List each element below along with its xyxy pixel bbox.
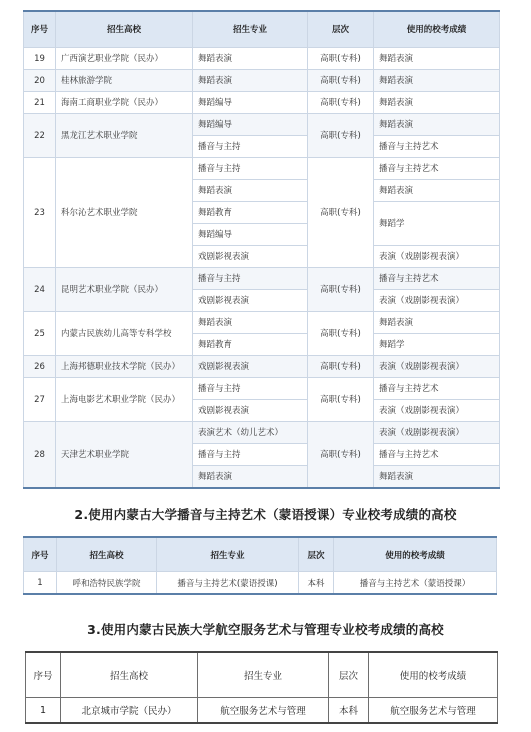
cell-no: 26 bbox=[24, 356, 56, 378]
cell-school: 黑龙江艺术职业学院 bbox=[56, 114, 193, 158]
cell-major: 播音与主持 bbox=[193, 444, 308, 466]
section-2-title: 2.使用内蒙古大学播音与主持艺术（蒙语授课）专业校考成绩的高校 bbox=[74, 507, 457, 522]
cell-score: 舞蹈学 bbox=[374, 202, 500, 246]
cell-major: 播音与主持 bbox=[193, 378, 308, 400]
table-row bbox=[24, 70, 500, 92]
cell-score: 舞蹈表演 bbox=[374, 114, 500, 136]
header-no: 序号 bbox=[24, 11, 56, 48]
cell-no: 23 bbox=[24, 158, 56, 268]
cell-score: 舞蹈表演 bbox=[374, 92, 500, 114]
table-row bbox=[24, 572, 497, 595]
cell-score: 播音与主持艺术 bbox=[374, 136, 500, 158]
cell-score: 舞蹈表演 bbox=[374, 70, 500, 92]
cell-major: 舞蹈教育 bbox=[193, 202, 308, 224]
cell-major: 播音与主持 bbox=[193, 158, 308, 180]
header-no: 序号 bbox=[24, 537, 57, 572]
cell-score: 表演（戏剧影视表演） bbox=[374, 290, 500, 312]
cell-score: 舞蹈表演 bbox=[374, 48, 500, 70]
cell-no: 27 bbox=[24, 378, 56, 422]
cell-score: 表演（戏剧影视表演） bbox=[374, 356, 500, 378]
table-row bbox=[24, 378, 500, 400]
cell-no: 28 bbox=[24, 422, 56, 489]
header-score: 使用的校考成绩 bbox=[369, 652, 498, 698]
cell-no: 25 bbox=[24, 312, 56, 356]
header-school: 招生高校 bbox=[57, 537, 157, 572]
cell-score: 表演（戏剧影视表演） bbox=[374, 400, 500, 422]
cell-major: 舞蹈表演 bbox=[193, 48, 308, 70]
cell-level: 本科 bbox=[329, 698, 369, 724]
cell-school: 科尔沁艺术职业学院 bbox=[56, 158, 193, 268]
header-school: 招生高校 bbox=[56, 11, 193, 48]
header-score: 使用的校考成绩 bbox=[374, 11, 500, 48]
cell-major: 舞蹈表演 bbox=[193, 466, 308, 489]
cell-major: 播音与主持艺术(蒙语授课) bbox=[157, 572, 299, 595]
cell-level: 高职(专科) bbox=[308, 312, 374, 356]
cell-school: 桂林旅游学院 bbox=[56, 70, 193, 92]
cell-major: 舞蹈教育 bbox=[193, 334, 308, 356]
cell-school: 海南工商职业学院（民办） bbox=[56, 92, 193, 114]
cell-no: 24 bbox=[24, 268, 56, 312]
cell-level: 本科 bbox=[299, 572, 334, 595]
cell-major: 舞蹈编导 bbox=[193, 224, 308, 246]
cell-level: 高职(专科) bbox=[308, 114, 374, 158]
header-level: 层次 bbox=[308, 11, 374, 48]
header-score: 使用的校考成绩 bbox=[334, 537, 497, 572]
cell-school: 昆明艺术职业学院（民办） bbox=[56, 268, 193, 312]
header-level: 层次 bbox=[299, 537, 334, 572]
table-row bbox=[24, 422, 500, 444]
cell-school: 北京城市学院（民办） bbox=[61, 698, 198, 724]
cell-score: 舞蹈表演 bbox=[374, 466, 500, 489]
cell-level: 高职(专科) bbox=[308, 378, 374, 422]
cell-major: 播音与主持 bbox=[193, 136, 308, 158]
table-row bbox=[24, 48, 500, 70]
cell-level: 高职(专科) bbox=[308, 92, 374, 114]
cell-no: 21 bbox=[24, 92, 56, 114]
cell-score: 舞蹈表演 bbox=[374, 312, 500, 334]
table-header-row bbox=[24, 11, 500, 48]
header-major: 招生专业 bbox=[198, 652, 329, 698]
cell-score: 播音与主持艺术 bbox=[374, 378, 500, 400]
cell-score: 表演（戏剧影视表演） bbox=[374, 422, 500, 444]
table-row bbox=[24, 92, 500, 114]
cell-school: 上海电影艺术职业学院（民办） bbox=[56, 378, 193, 422]
cell-school: 上海邦德职业技术学院（民办） bbox=[56, 356, 193, 378]
cell-score: 播音与主持艺术 bbox=[374, 268, 500, 290]
cell-no: 20 bbox=[24, 70, 56, 92]
cell-score: 航空服务艺术与管理 bbox=[369, 698, 498, 724]
table-row bbox=[24, 312, 500, 334]
cell-major: 舞蹈表演 bbox=[193, 70, 308, 92]
cell-no: 22 bbox=[24, 114, 56, 158]
cell-major: 戏剧影视表演 bbox=[193, 246, 308, 268]
cell-school: 天津艺术职业学院 bbox=[56, 422, 193, 489]
cell-major: 舞蹈表演 bbox=[193, 312, 308, 334]
cell-major: 戏剧影视表演 bbox=[193, 400, 308, 422]
header-major: 招生专业 bbox=[193, 11, 308, 48]
table-row bbox=[24, 158, 500, 180]
admissions-table-1 bbox=[23, 10, 500, 489]
cell-score: 播音与主持艺术 bbox=[374, 444, 500, 466]
cell-school: 呼和浩特民族学院 bbox=[57, 572, 157, 595]
header-no: 序号 bbox=[26, 652, 61, 698]
table-row bbox=[24, 356, 500, 378]
cell-no: 1 bbox=[24, 572, 57, 595]
cell-score: 舞蹈表演 bbox=[374, 180, 500, 202]
section-3-title: 3.使用内蒙古民族大学航空服务艺术与管理专业校考成绩的高校 bbox=[87, 622, 444, 637]
cell-no: 1 bbox=[26, 698, 61, 724]
cell-major: 舞蹈表演 bbox=[193, 180, 308, 202]
cell-score: 播音与主持艺术 bbox=[374, 158, 500, 180]
cell-level: 高职(专科) bbox=[308, 158, 374, 268]
table-row bbox=[24, 268, 500, 290]
table-header-row bbox=[26, 652, 498, 698]
cell-score: 舞蹈学 bbox=[374, 334, 500, 356]
header-level: 层次 bbox=[329, 652, 369, 698]
cell-score: 播音与主持艺术（蒙语授课） bbox=[334, 572, 497, 595]
table-row bbox=[26, 698, 498, 724]
cell-level: 高职(专科) bbox=[308, 268, 374, 312]
cell-level: 高职(专科) bbox=[308, 70, 374, 92]
cell-major: 表演艺术（幼儿艺术） bbox=[193, 422, 308, 444]
header-school: 招生高校 bbox=[61, 652, 198, 698]
cell-school: 内蒙古民族幼儿高等专科学校 bbox=[56, 312, 193, 356]
admissions-table-3 bbox=[25, 651, 498, 724]
table-row bbox=[24, 114, 500, 136]
cell-major: 戏剧影视表演 bbox=[193, 356, 308, 378]
cell-major: 舞蹈编导 bbox=[193, 92, 308, 114]
cell-level: 高职(专科) bbox=[308, 356, 374, 378]
table-body bbox=[24, 48, 500, 489]
admissions-table-2 bbox=[23, 536, 497, 595]
cell-major: 航空服务艺术与管理 bbox=[198, 698, 329, 724]
cell-major: 戏剧影视表演 bbox=[193, 290, 308, 312]
cell-major: 播音与主持 bbox=[193, 268, 308, 290]
cell-level: 高职(专科) bbox=[308, 48, 374, 70]
cell-level: 高职(专科) bbox=[308, 422, 374, 489]
cell-score: 表演（戏剧影视表演） bbox=[374, 246, 500, 268]
cell-no: 19 bbox=[24, 48, 56, 70]
cell-major: 舞蹈编导 bbox=[193, 114, 308, 136]
table-header-row bbox=[24, 537, 497, 572]
cell-school: 广西演艺职业学院（民办） bbox=[56, 48, 193, 70]
header-major: 招生专业 bbox=[157, 537, 299, 572]
